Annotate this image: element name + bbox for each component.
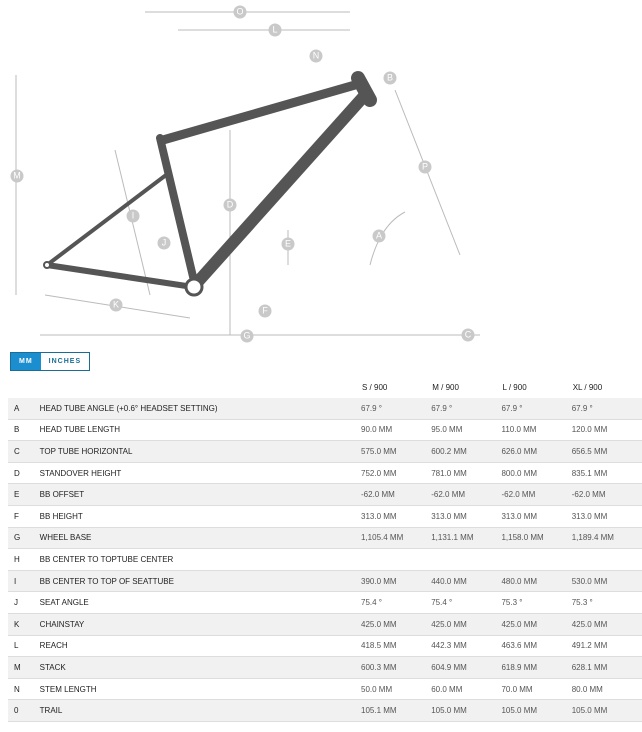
row-value: 491.2 MM [572, 635, 642, 657]
row-key: 0 [8, 700, 40, 722]
row-value: 628.1 MM [572, 657, 642, 679]
table-row [8, 570, 642, 592]
row-value: 656.5 MM [572, 441, 642, 463]
diagram-label-a: A [373, 230, 386, 243]
row-value: 618.9 MM [501, 657, 571, 679]
row-key: E [8, 484, 40, 506]
row-value: 463.6 MM [501, 635, 571, 657]
row-key: M [8, 657, 40, 679]
row-key: H [8, 549, 40, 571]
row-value: 752.0 MM [361, 462, 431, 484]
row-value: 418.5 MM [361, 635, 431, 657]
row-name: HEAD TUBE ANGLE (+0.6° HEADSET SETTING) [40, 398, 361, 419]
row-value: 95.0 MM [431, 419, 501, 441]
table-row [8, 462, 642, 484]
row-value: 90.0 MM [361, 419, 431, 441]
table-row [8, 398, 642, 419]
row-value: 67.9 ° [431, 398, 501, 419]
row-key: C [8, 441, 40, 463]
row-value: 313.0 MM [572, 505, 642, 527]
row-value: 1,131.1 MM [431, 527, 501, 549]
row-name: TOP TUBE HORIZONTAL [40, 441, 361, 463]
row-value: 425.0 MM [431, 613, 501, 635]
bike-frame [44, 78, 370, 295]
diagram-label-f: F [259, 305, 272, 318]
geometry-table [8, 376, 642, 722]
row-value: 60.0 MM [431, 678, 501, 700]
row-name: HEAD TUBE LENGTH [40, 419, 361, 441]
row-value: 1,189.4 MM [572, 527, 642, 549]
table-row [8, 613, 642, 635]
row-value: 480.0 MM [501, 570, 571, 592]
row-value [361, 549, 431, 571]
row-value: 67.9 ° [361, 398, 431, 419]
unit-mm-button[interactable]: MM [11, 353, 41, 370]
row-key: K [8, 613, 40, 635]
diagram-label-n: N [310, 50, 323, 63]
diagram-label-g: G [241, 330, 254, 343]
row-value: 105.0 MM [572, 700, 642, 722]
row-value [572, 549, 642, 571]
row-value: 313.0 MM [361, 505, 431, 527]
row-key: A [8, 398, 40, 419]
table-row [8, 700, 642, 722]
row-key: D [8, 462, 40, 484]
row-value: 313.0 MM [501, 505, 571, 527]
diagram-label-j: J [158, 237, 171, 250]
row-value: 105.1 MM [361, 700, 431, 722]
table-row [8, 527, 642, 549]
row-name: STANDOVER HEIGHT [40, 462, 361, 484]
row-name: TRAIL [40, 700, 361, 722]
row-name: BB CENTER TO TOP OF SEATTUBE [40, 570, 361, 592]
table-row [8, 505, 642, 527]
row-name: BB CENTER TO TOPTUBE CENTER [40, 549, 361, 571]
row-value: 120.0 MM [572, 419, 642, 441]
row-value: 440.0 MM [431, 570, 501, 592]
row-name: STACK [40, 657, 361, 679]
unit-inches-button[interactable]: INCHES [48, 358, 82, 365]
unit-toggle [10, 352, 90, 371]
table-row [8, 678, 642, 700]
row-key: J [8, 592, 40, 614]
diagram-label-c: C [462, 329, 475, 342]
table-row [8, 441, 642, 463]
diagram-label-p: P [419, 161, 432, 174]
table-row [8, 635, 642, 657]
table-row [8, 549, 642, 571]
table-row [8, 592, 642, 614]
row-value [431, 549, 501, 571]
row-value: 425.0 MM [572, 613, 642, 635]
row-value: 530.0 MM [572, 570, 642, 592]
row-value: 105.0 MM [501, 700, 571, 722]
row-value: -62.0 MM [431, 484, 501, 506]
row-value: 575.0 MM [361, 441, 431, 463]
row-key: F [8, 505, 40, 527]
row-value: 110.0 MM [501, 419, 571, 441]
row-name: BB OFFSET [40, 484, 361, 506]
row-value: 80.0 MM [572, 678, 642, 700]
column-header: XL / 900 [572, 382, 603, 392]
diagram-label-l: L [269, 24, 282, 37]
row-key: I [8, 570, 40, 592]
row-name: BB HEIGHT [40, 505, 361, 527]
row-key: N [8, 678, 40, 700]
row-value: 781.0 MM [431, 462, 501, 484]
row-value: 75.4 ° [361, 592, 431, 614]
diagram-label-k: K [110, 299, 123, 312]
row-value: 425.0 MM [501, 613, 571, 635]
row-value: 105.0 MM [431, 700, 501, 722]
diagram-label-b: B [384, 72, 397, 85]
row-value: 75.4 ° [431, 592, 501, 614]
diagram-label-d: D [224, 199, 237, 212]
row-value: -62.0 MM [361, 484, 431, 506]
row-value: 390.0 MM [361, 570, 431, 592]
row-key: L [8, 635, 40, 657]
row-value: 600.3 MM [361, 657, 431, 679]
dimension-lines [16, 12, 480, 335]
column-header: M / 900 [432, 382, 459, 392]
row-value: 67.9 ° [501, 398, 571, 419]
row-value: -62.0 MM [572, 484, 642, 506]
table-header [8, 376, 642, 398]
row-name: CHAINSTAY [40, 613, 361, 635]
row-value: 1,158.0 MM [501, 527, 571, 549]
row-value: 75.3 ° [501, 592, 571, 614]
row-value: 626.0 MM [501, 441, 571, 463]
row-value: 425.0 MM [361, 613, 431, 635]
row-name: REACH [40, 635, 361, 657]
row-value: 600.2 MM [431, 441, 501, 463]
row-value [501, 549, 571, 571]
row-value: 1,105.4 MM [361, 527, 431, 549]
table-row [8, 484, 642, 506]
table-row [8, 657, 642, 679]
row-value: 70.0 MM [501, 678, 571, 700]
column-header: S / 900 [362, 382, 388, 392]
column-header: L / 900 [502, 382, 527, 392]
row-name: SEAT ANGLE [40, 592, 361, 614]
row-value: 313.0 MM [431, 505, 501, 527]
diagram-label-e: E [282, 238, 295, 251]
diagram-label-i: I [127, 210, 140, 223]
diagram-label-m: M [11, 170, 24, 183]
row-value: 835.1 MM [572, 462, 642, 484]
row-name: STEM LENGTH [40, 678, 361, 700]
row-value: 442.3 MM [431, 635, 501, 657]
row-value: 67.9 ° [572, 398, 642, 419]
row-value: 50.0 MM [361, 678, 431, 700]
row-name: WHEEL BASE [40, 527, 361, 549]
row-value: 800.0 MM [501, 462, 571, 484]
diagram-label-o: O [234, 6, 247, 19]
row-value: 604.9 MM [431, 657, 501, 679]
row-key: G [8, 527, 40, 549]
row-key: B [8, 419, 40, 441]
table-row [8, 419, 642, 441]
row-value: 75.3 ° [572, 592, 642, 614]
row-value: -62.0 MM [501, 484, 571, 506]
